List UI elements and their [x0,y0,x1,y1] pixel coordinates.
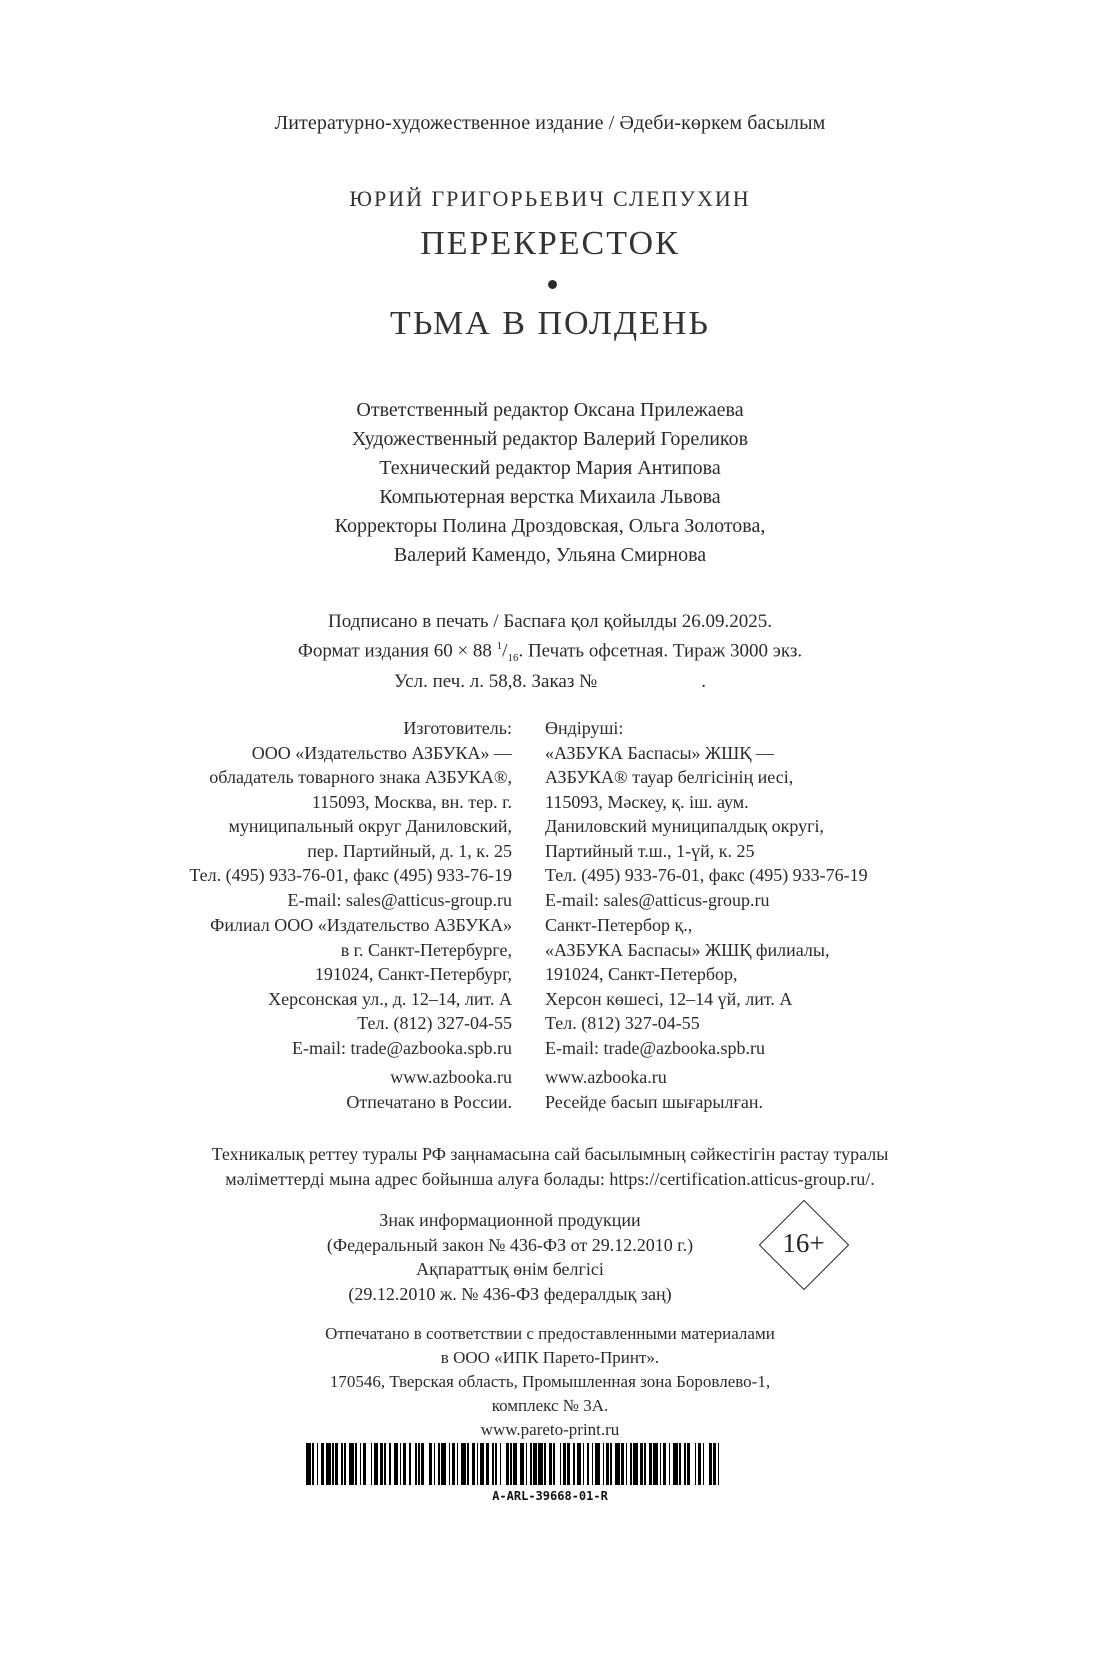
certification-note [0,1142,1100,1191]
manufacturer-kz-line: АЗБУКА® тауар белгісінің иесі, [545,767,794,787]
manufacturer-kz [545,716,995,912]
book-title-2: ТЬМА В ПОЛДЕНЬ [390,305,710,342]
manufacturer-ru-line: 115093, Москва, вн. тер. г. [311,791,512,812]
manufacturer-ru-phone: Тел. (495) 933-76-01, факс (495) 933-76-19 [189,865,512,885]
format-suffix: . Печать офсетная. Тираж 3000 экз. [518,640,803,662]
branch-kz-line: 191024, Санкт-Петербор, [545,964,738,984]
website-kz: www.azbooka.ru [545,1067,667,1087]
info-sign-line: Знак информационной продукции [379,1210,641,1230]
format-numerator: 1 [496,640,503,652]
footer-ru [100,1065,512,1114]
branch-ru [100,913,512,1060]
manufacturer-kz-line: «АЗБУКА Баспасы» ЖШҚ — [545,742,774,763]
certification-line: мәліметтерді мына адрес бойынша алуға болады: https://certification.atticus-group.ru/. [225,1168,875,1189]
branch-ru-line: 191024, Санкт-Петербург, [314,964,512,984]
credit-line: Ответственный редактор Оксана Прилежаева [356,399,744,421]
branch-kz [545,913,995,1060]
manufacturer-kz-line: Партийный т.ш., 1-үй, к. 25 [545,840,755,861]
credit-line: Технический редактор Мария Антипова [379,457,721,479]
format-denominator: 16 [507,652,519,665]
genre-line: Литературно-художественное издание / Әдеби-көркем басылым [274,112,826,134]
credit-line: Корректоры Полина Дроздовская, Ольга Золотова, [334,515,766,537]
credit-line: Художественный редактор Валерий Гореликов [351,428,749,450]
format-line [0,634,1100,670]
barcode-icon [306,1443,726,1485]
book-title-1: ПЕРЕКРЕСТОК [420,225,680,262]
info-sign-line: (Федеральный закон № 436-ФЗ от 29.12.2010 г.) [326,1234,694,1255]
website-ru: www.azbooka.ru [390,1067,512,1087]
manufacturer-kz-line: 115093, Мәскеу, қ. іш. аум. [545,791,749,812]
manufacturer-kz-line: Даниловский муниципалдық округі, [545,816,824,836]
printed-in-russia: Отпечатано в России. [346,1091,512,1112]
author-name: ЮРИЙ ГРИГОРЬЕВИЧ СЛЕПУХИН [349,186,751,211]
age-rating: 16+ [782,1228,825,1258]
credits-block [0,396,1100,570]
branch-kz-line: «АЗБУКА Баспасы» ЖШҚ филиалы, [545,939,830,960]
printer-info [0,1322,1100,1442]
branch-ru-line: Херсонская ул., д. 12–14, лит. А [268,988,512,1009]
manufacturer-kz-line: Өндіруші: [545,718,624,738]
branch-kz-line: Санкт-Петербор қ., [545,915,693,935]
manufacturer-ru-line: ООО «Издательство АЗБУКА» — [251,742,512,763]
credit-line: Компьютерная верстка Михаила Львова [379,486,721,508]
sheets-order-suffix: . [701,671,706,693]
manufacturer-kz-email: E-mail: sales@atticus-group.ru [545,889,770,910]
printer-line: комплекс № 3А. [491,1396,609,1415]
manufacturer-ru-line: муниципальный округ Даниловский, [228,816,512,836]
footer-kz [545,1065,995,1114]
branch-kz-email: E-mail: trade@azbooka.spb.ru [545,1037,765,1058]
printer-line: Отпечатано в соответствии с предоставленными материалами [325,1324,775,1343]
branch-ru-phone: Тел. (812) 327-04-55 [357,1013,512,1033]
branch-ru-line: Филиал ООО «Издательство АЗБУКА» [210,915,512,935]
info-sign-text [270,1208,750,1306]
branch-kz-phone: Тел. (812) 327-04-55 [545,1013,700,1033]
bullet-separator-icon [548,280,557,289]
branch-kz-line: Херсон көшесі, 12–14 үй, лит. А [545,988,793,1009]
printer-line: 170546, Тверская область, Промышленная зона Боровлево-1, [329,1372,771,1391]
print-info-block [0,610,1100,694]
info-sign-line: Ақпараттық өнім белгісі [416,1259,604,1279]
format-prefix: Формат издания 60 × 88 [297,640,497,662]
barcode-code: A-ARL-39668-01-R [492,1489,608,1503]
manufacturer-ru-line: Изготовитель: [403,718,512,738]
info-sign-line: (29.12.2010 ж. № 436-ФЗ федералдық заң) [348,1283,672,1304]
certification-line: Техникалық реттеу туралы РФ заңнамасына сай басылымның сәйкестігін растау туралы [211,1144,889,1164]
printer-line: в ООО «ИПК Парето-Принт». [440,1348,660,1367]
manufacturer-ru-email: E-mail: sales@atticus-group.ru [287,889,512,910]
manufacturer-ru-line: обладатель товарного знака АЗБУКА®, [209,767,512,787]
manufacturer-ru-line: пер. Партийный, д. 1, к. 25 [307,840,512,861]
credit-line: Валерий Камендо, Ульяна Смирнова [393,544,707,566]
signed-to-print: Подписано в печать / Баспаға қол қойылды 26.09.2025. [328,611,772,632]
format-slash: / [502,640,508,662]
branch-ru-line: в г. Санкт-Петербурге, [340,939,512,960]
sheets-order-prefix: Усл. печ. л. 58,8. Заказ № [394,671,598,693]
branch-ru-email: E-mail: trade@azbooka.spb.ru [292,1037,512,1058]
manufacturer-kz-phone: Тел. (495) 933-76-01, факс (495) 933-76-19 [545,865,868,885]
manufacturer-ru [100,716,512,912]
printed-in-russia-kz: Ресейде басып шығарылған. [545,1091,763,1112]
printer-website: www.pareto-print.ru [480,1420,620,1439]
sheets-order-line [0,670,1100,694]
